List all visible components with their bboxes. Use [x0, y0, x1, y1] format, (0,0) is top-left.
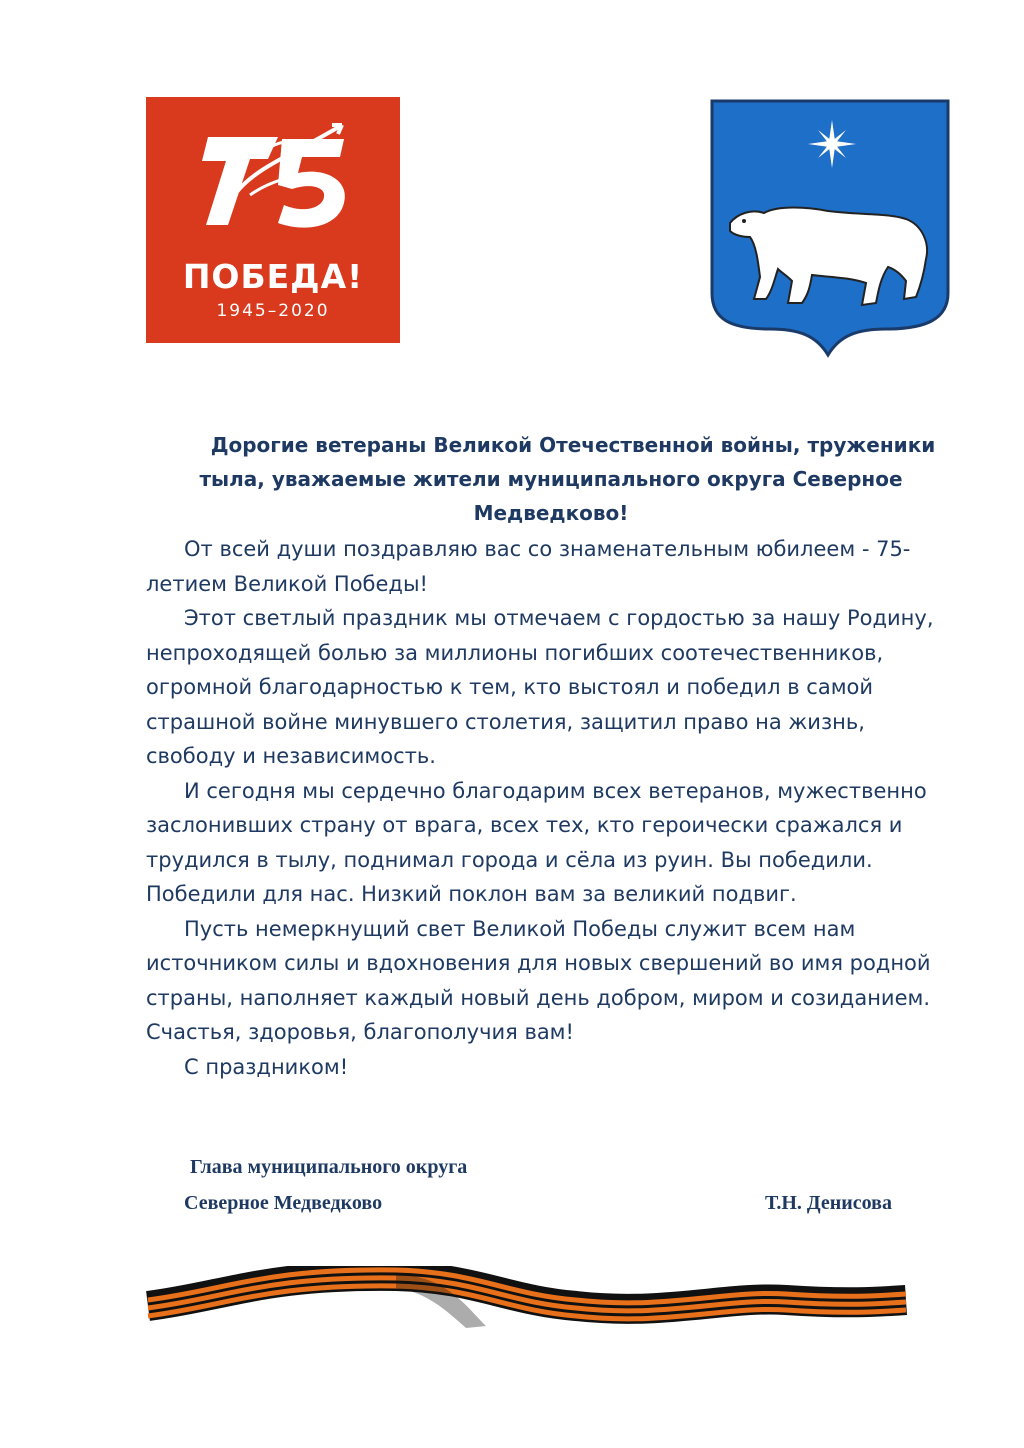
- heading-line-3: Медведково!: [473, 501, 629, 525]
- letter-heading: [146, 428, 956, 530]
- logo-title: ПОБЕДА!: [182, 257, 364, 296]
- paragraph-wishes: Пусть немеркнущий свет Великой Победы служит всем нам источником силы и вдохновения для новых свершений во имя родной страны, наполняет каждый новый день добром, миром и созиданием.: [146, 916, 931, 1010]
- signature-name: Т.Н. Денисова: [764, 1192, 892, 1214]
- polar-bear-coat-of-arms-icon: [708, 97, 952, 359]
- letter-body: [146, 428, 956, 1084]
- paragraph-thanks: И сегодня мы сердечно благодарим всех ветеранов, мужественно заслонивших страну от врага, всех тех, кто героически сражался и трудился в тылу, поднимал города и сёла из руин. Вы победили. Победили для нас. Низкий поклон вам за великий подвиг.: [146, 778, 927, 906]
- st-george-ribbon-icon: [146, 1266, 908, 1342]
- paragraph-holiday: Этот светлый праздник мы отмечаем с гордостью за нашу Родину, непроходящей болью за миллионы погибших соотечественников, огромной благодарностью к тем, кто выстоял и победил в самой страшной войне минувшего столетия, защитил право на жизнь, свободу и независимость.: [146, 606, 934, 768]
- paragraph-congrats: С праздником!: [184, 1054, 349, 1079]
- paragraph-greeting: От всей души поздравляю вас со знаменательным юбилеем - 75-летием Великой Победы!: [146, 537, 911, 596]
- signature-position-line-1: Глава муниципального округа: [190, 1156, 468, 1178]
- logo-years: 1945–2020: [216, 301, 330, 321]
- heading-line-1: Дорогие ветераны Великой Отечественной войны, труженики: [210, 433, 936, 457]
- victory-75-logo: [146, 97, 400, 343]
- heading-line-2: тыла, уважаемые жители муниципального округа Северное: [199, 467, 903, 491]
- signature-position-line-2: Северное Медведково: [184, 1192, 383, 1214]
- paragraph-health: Счастья, здоровья, благополучия вам!: [146, 1020, 574, 1044]
